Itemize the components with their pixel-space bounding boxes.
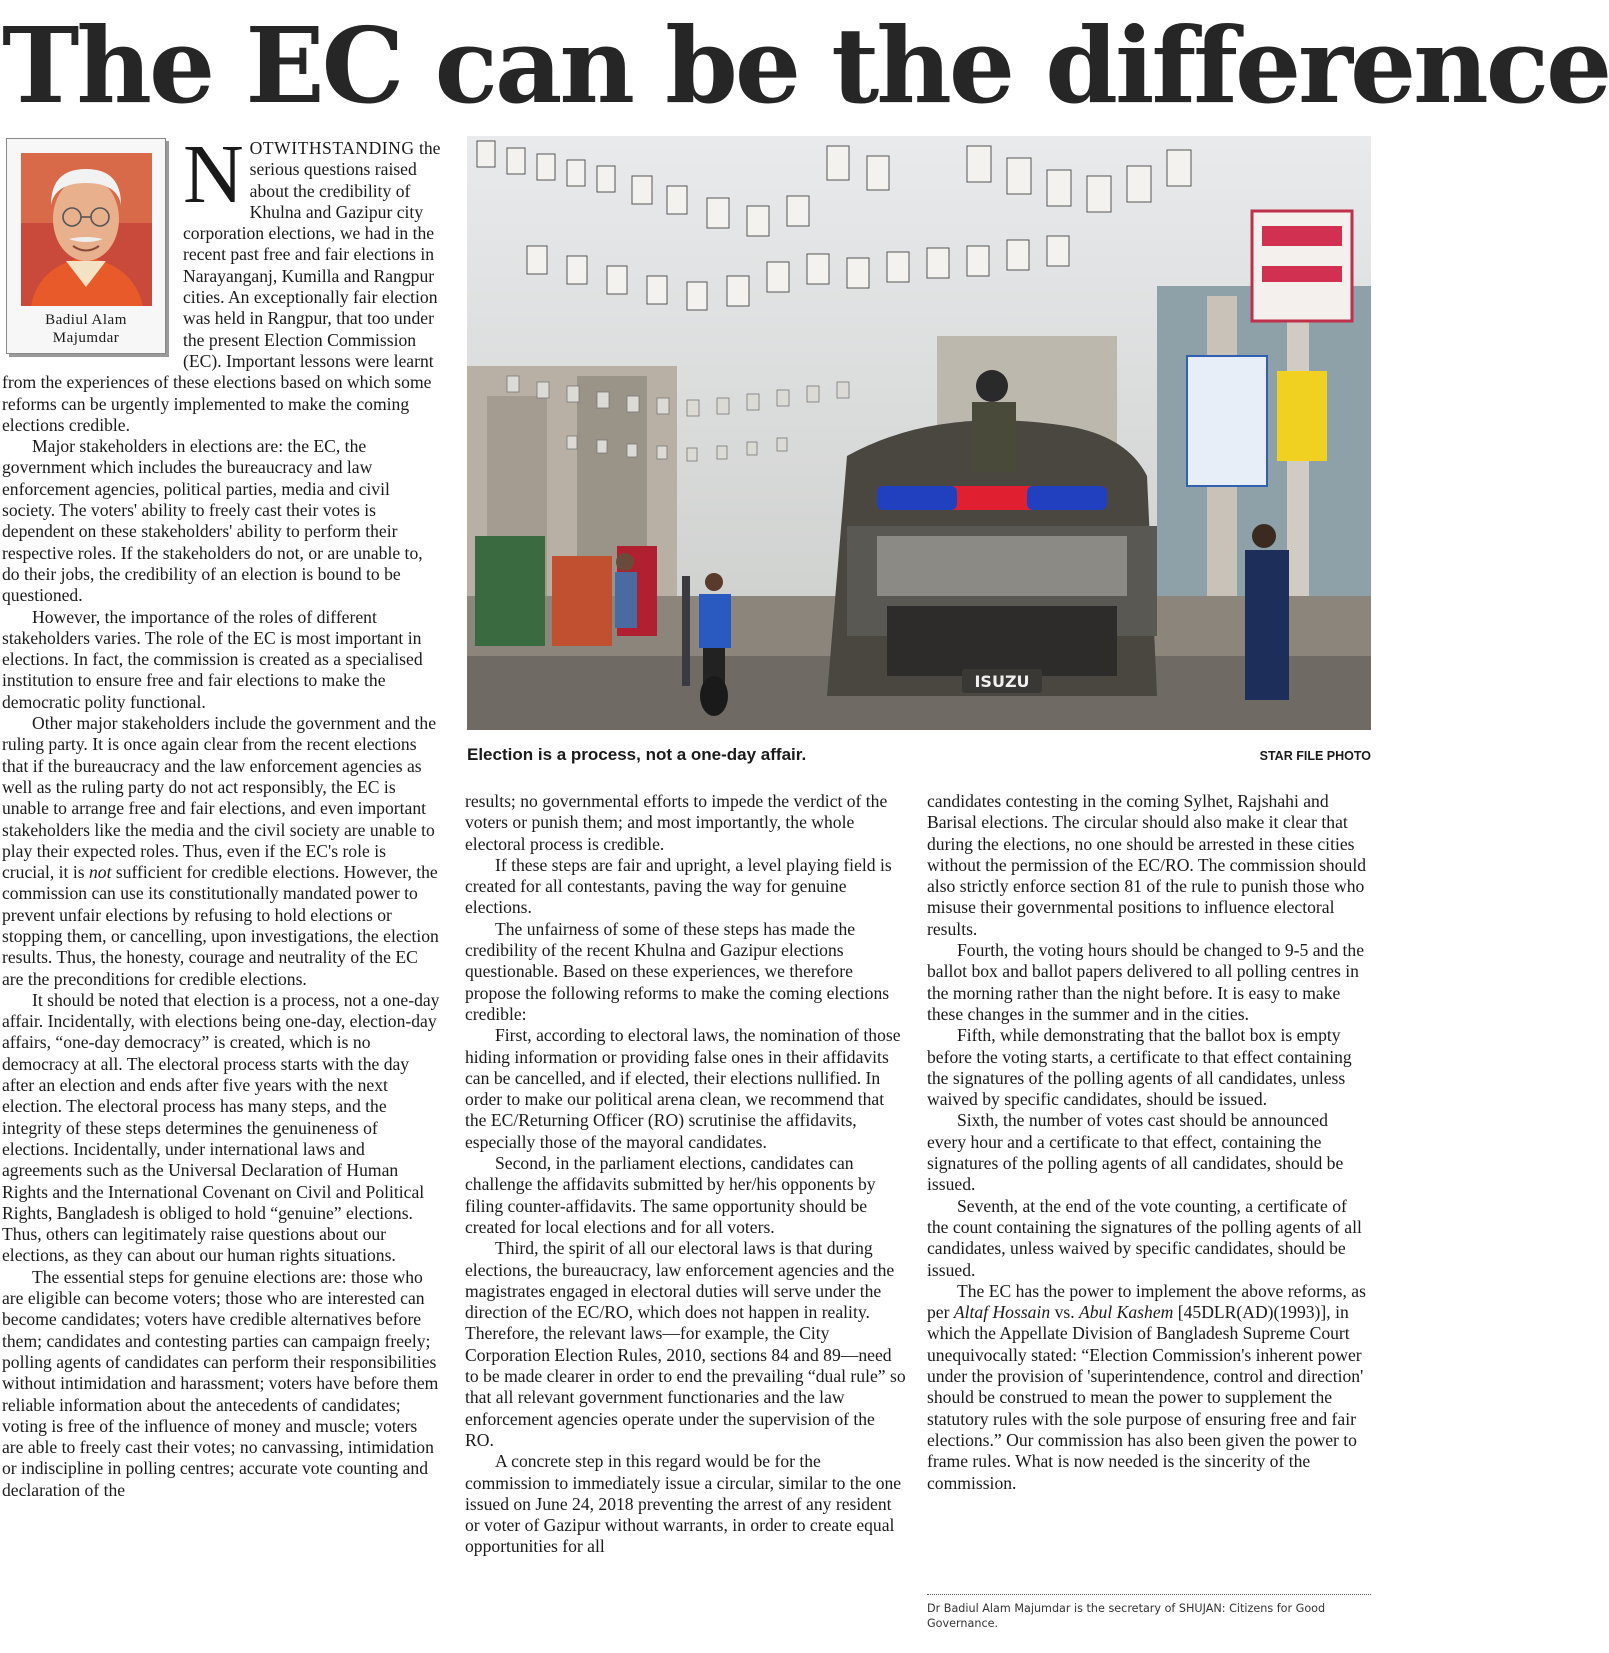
paragraph-6-part-1: The essential steps for genuine elections are: those who are eligible can become voters; those who are interested can become candidates; voters have credible alternatives before them; candidates and contesting parties can campaign freely; polling agents of candidates can perform their responsibilities without intimidation and harassment; voters have before them reliable information about the antecedents of candidates; voting is free of the influence of money and muscle; voters are able to freely cast their votes; no canvassing, intimidation or indiscipline in polling centres; accurate vote counting and declaration of the [2, 1266, 439, 1500]
photo-caption: Election is a process, not a one-day affair. [467, 745, 807, 764]
article-photo [467, 136, 1371, 730]
paragraph-12-part-1: A concrete step in this regard would be for the commission to immediately issue a circular, similar to the one issued on June 24, 2018 preventing the arrest of any resident or voter of Gazipur without warrants, in order to create equal opportunities for all [465, 1451, 902, 1557]
headline: The EC can be the difference [2, 4, 1609, 127]
paragraph-17-text-b: [45DLR(AD)(1993)], in which the Appellate Division of Bangladesh Supreme Court unequivocally stated: “Election Commission's inherent power under the provision of 'superintendence, control and direction' should be construed to mean the power to supplement the statutory rules with the sole purpose of ensuring free and fair elections.” Our commission has also been given the power to frame rules. What is now needed is the sincerity of the commission. [927, 1302, 1364, 1493]
paragraph-4 [2, 713, 442, 990]
article-column-1 [2, 128, 442, 1501]
paragraph-8: The unfairness of some of these steps has made the credibility of the recent Khulna and Gazipur elections questionable. Based on these experiences, we therefore propose the following reforms to make the coming elections credible: [465, 918, 890, 1024]
paragraph-7: If these steps are fair and upright, a level playing field is created for all contestants, paving the way for genuine elections. [465, 854, 892, 918]
author-box [6, 138, 166, 354]
paragraph-6-part-2: results; no governmental efforts to impede the verdict of the voters or punish them; and most importantly, the whole electoral process is credible. [465, 791, 888, 854]
paragraph-14: Fifth, while demonstrating that the ballot box is empty before the voting starts, a certificate to that effect containing the signatures of the polling agents of all candidates, unless waived by specific candidates, should be issued. [927, 1025, 1352, 1110]
author-portrait [21, 153, 152, 306]
author-name [7, 311, 165, 347]
paragraph-5: It should be noted that election is a process, not a one-day affair. Incidentally, with elections being one-day, election-day affairs, “one-day democracy” is created, which is no democracy at all. The electoral process starts with the day after an election and ends after five years with the next election. The electoral process has many steps, and the integrity of these steps determines the genuineness of elections. Incidentally, under international laws and agreements such as the Universal Declaration of Human Rights and the International Covenant on Civil and Political Rights, Bangladesh is obliged to hold “genuine” elections. Thus, others can legitimately raise questions about our elections, as they can about our human rights situations. [2, 989, 440, 1266]
paragraph-15: Sixth, the number of votes cast should be announced every hour and a certificate to that effect, containing the signatures of the polling agents of all candidates, should be issued. [927, 1110, 1344, 1195]
photo-credit: STAR FILE PHOTO [1259, 749, 1371, 763]
paragraph-9: First, according to electoral laws, the nomination of those hiding information or providing false ones in their affidavits can be cancelled, and if elected, their elections nullified. In order to make our political arena clean, we recommend that the EC/Returning Officer (RO) scrutinise the affidavits, especially those of the mayoral candidates. [465, 1025, 901, 1152]
lead-smallcaps: OTWITHSTANDING [249, 138, 415, 158]
drop-cap: N [183, 128, 244, 221]
paragraph-11: Third, the spirit of all our electoral laws is that during elections, the bureaucracy, law enforcement agencies and the magistrates engaged in electoral duties will serve under the direction of the EC/RO, which does not happen in reality. Therefore, the relevant laws—for example, the City Corporation Election Rules, 2010, sections 84 and 89—need to be made clearer in order to end the prevailing “dual rule” so that all relevant government functionaries and the law enforcement agencies operate under the supervision of the RO. [465, 1238, 906, 1450]
article-column-3 [927, 791, 1371, 1494]
paragraph-2: Major stakeholders in elections are: the EC, the government which includes the bureaucracy and law enforcement agencies, political parties, media and civil society. The voters' ability to freely cast their votes is dependent on these stakeholders' ability to perform their respective roles. If the stakeholders do not, or are unable to, do their jobs, the credibility of an election is bound to be questioned. [2, 436, 423, 606]
paragraph-3: However, the importance of the roles of different stakeholders varies. The role of the EC is most important in elections. In fact, the commission is created as a specialised institution to ensure free and fair elections to make the democratic polity functional. [2, 606, 423, 712]
case-vs: vs. [1050, 1302, 1080, 1323]
street-scene-photo [467, 136, 1371, 730]
paragraph-10: Second, in the parliament elections, candidates can challenge the affidavits submitted by her/his opponents by filing counter-affidavits. The same opportunity should be created for local elections and for all voters. [465, 1153, 876, 1237]
paragraph-4-text-a: Other major stakeholders include the government and the ruling party. It is once again clear from the recent elections that if the bureaucracy and the law enforcement agencies as well as the ruling party do not act responsibly, the EC is unable to arrange free and fair elections, and even important stakeholders like the media and the civil society are unable to play their expected roles. Thus, even if the EC's role is crucial, it is [2, 713, 437, 883]
paragraph-1-text: the serious questions raised about the credibility of Khulna and Gazipur city corporation elections, we had in the recent past free and fair elections in Narayanganj, Kumilla and Rangpur cities. An exceptionally fair election was held in Rangpur, that too under the present Election Commission (EC). Important lessons were learnt from the experiences of these elections based on which some reforms can be urgently implemented to make the coming elections credible. [2, 138, 441, 435]
article-column-2 [465, 791, 908, 1558]
author-bio: Dr Badiul Alam Majumdar is the secretary of SHUJAN: Citizens for Good Governance. [927, 1594, 1371, 1631]
tailgate-badge: ISUZU [974, 672, 1030, 691]
author-name-line-2: Majumdar [52, 330, 120, 346]
case-party-2: Abul Kashem [1079, 1302, 1174, 1323]
paragraph-17-text-a: The EC has the power to implement the above reforms, as per [927, 1280, 1366, 1323]
paragraph-4-emphasis: not [88, 862, 112, 883]
case-party-1: Altaf Hossain [953, 1302, 1051, 1323]
paragraph-17 [927, 1281, 1371, 1494]
author-name-line-1: Badiul Alam [45, 312, 127, 328]
paragraph-4-text-b: sufficient for credible elections. However, the commission can use its constitutionally mandated power to prevent unfair elections by refusing to hold elections or stopping them, or cancelling, upon investigations, the election results. Thus, the honesty, courage and neutrality of the EC are the preconditions for credible elections. [2, 862, 439, 989]
paragraph-12-part-2: candidates contesting in the coming Sylhet, Rajshahi and Barisal elections. The circular should also make it clear that during the elections, no one should be arrested in these cities without the permission of the EC/RO. The commission should also strictly enforce section 81 of the rule to punish those who misuse their governmental positions to influence electoral results. [927, 791, 1367, 939]
paragraph-16: Seventh, at the end of the vote counting, a certificate of the count containing the signatures of the polling agents of all candidates, unless waived by specific candidates, should be issued. [927, 1195, 1362, 1280]
paragraph-13: Fourth, the voting hours should be changed to 9-5 and the ballot box and ballot papers delivered to all polling centres in the morning rather than the night before. It is easy to make these changes in the summer and in the cities. [927, 940, 1365, 1024]
